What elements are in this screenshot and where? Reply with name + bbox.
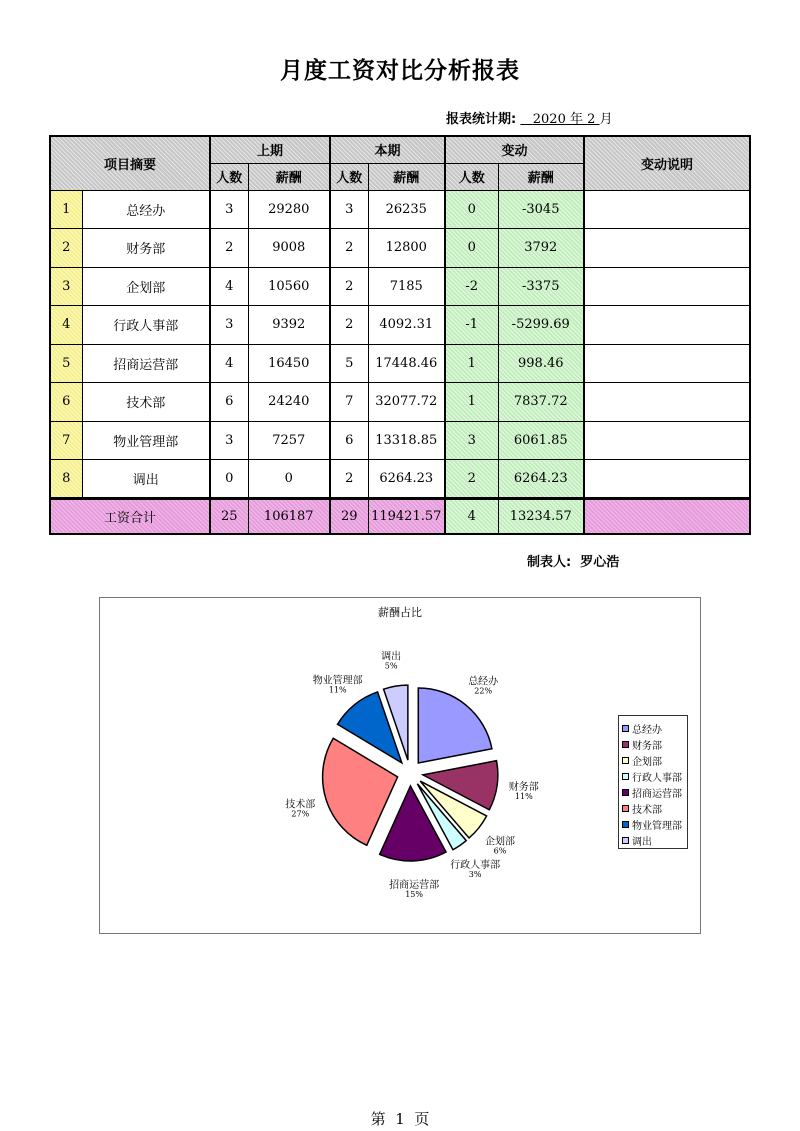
row-prev-count: 3 bbox=[210, 306, 248, 345]
legend-swatch bbox=[622, 805, 629, 812]
pie-slice-label-name: 调出 bbox=[381, 651, 402, 663]
row-number: 3 bbox=[50, 267, 82, 306]
legend-label: 物业管理部 bbox=[632, 820, 682, 832]
row-note bbox=[584, 306, 750, 345]
row-note bbox=[584, 190, 750, 229]
row-note bbox=[584, 460, 750, 499]
row-chg-salary: -3045 bbox=[498, 190, 584, 229]
period-month: 2 bbox=[587, 112, 596, 127]
total-curr-salary: 119421.57 bbox=[368, 498, 445, 534]
pie-slice-label bbox=[450, 858, 500, 879]
legend-swatch bbox=[622, 773, 629, 780]
row-note bbox=[584, 421, 750, 460]
legend-item bbox=[622, 752, 684, 768]
header-note: 变动说明 bbox=[584, 136, 750, 190]
header-chg-count: 人数 bbox=[445, 163, 498, 190]
pie-slice-label-name: 物业管理部 bbox=[312, 675, 363, 687]
legend-label: 总经办 bbox=[632, 724, 662, 736]
row-chg-count: 1 bbox=[445, 344, 498, 383]
row-department: 招商运营部 bbox=[82, 344, 210, 383]
footer-page-number: 1 bbox=[395, 1110, 405, 1128]
header-curr: 本期 bbox=[330, 136, 445, 163]
row-prev-salary: 9008 bbox=[248, 229, 330, 268]
row-department: 总经办 bbox=[82, 190, 210, 229]
maker-label: 制表人: bbox=[527, 555, 572, 570]
chart-legend bbox=[618, 715, 688, 849]
table-row bbox=[50, 267, 750, 306]
pie-slice-label-percent: 22% bbox=[474, 686, 493, 696]
pie-slice-label-percent: 6% bbox=[493, 846, 507, 856]
row-chg-count: 2 bbox=[445, 460, 498, 499]
row-chg-salary: 6061.85 bbox=[498, 421, 584, 460]
salary-share-chart bbox=[99, 597, 701, 934]
row-chg-count: -2 bbox=[445, 267, 498, 306]
row-number: 5 bbox=[50, 344, 82, 383]
legend-label: 企划部 bbox=[632, 756, 662, 768]
row-prev-salary: 24240 bbox=[248, 383, 330, 422]
row-chg-salary: -3375 bbox=[498, 267, 584, 306]
pie-slice-label bbox=[468, 674, 499, 695]
row-chg-salary: 3792 bbox=[498, 229, 584, 268]
pie-chart-svg bbox=[100, 598, 700, 933]
total-prev-count: 25 bbox=[210, 498, 248, 534]
row-curr-count: 2 bbox=[330, 229, 368, 268]
pie-slice-label bbox=[485, 835, 515, 856]
row-number: 7 bbox=[50, 421, 82, 460]
table-row bbox=[50, 190, 750, 229]
row-prev-salary: 7257 bbox=[248, 421, 330, 460]
table-row bbox=[50, 229, 750, 268]
pie-slice-label bbox=[389, 878, 439, 899]
pie-slice-label bbox=[313, 674, 363, 695]
row-curr-salary: 12800 bbox=[368, 229, 445, 268]
row-curr-salary: 17448.46 bbox=[368, 344, 445, 383]
period-month-unit: 月 bbox=[599, 112, 613, 127]
row-chg-salary: 7837.72 bbox=[498, 383, 584, 422]
pie-slice-label-name: 企划部 bbox=[485, 836, 515, 848]
footer-page-prefix: 第 bbox=[370, 1110, 386, 1128]
row-prev-count: 3 bbox=[210, 421, 248, 460]
legend-swatch bbox=[622, 741, 629, 748]
total-label: 工资合计 bbox=[50, 498, 210, 534]
legend-swatch bbox=[622, 789, 629, 796]
total-curr-count: 29 bbox=[330, 498, 368, 534]
row-department: 企划部 bbox=[82, 267, 210, 306]
maker-name: 罗心浩 bbox=[580, 555, 620, 570]
legend-item bbox=[622, 736, 684, 752]
pie-slice-label-name: 技术部 bbox=[285, 799, 316, 811]
legend-item bbox=[622, 800, 684, 816]
header-prev-salary: 薪酬 bbox=[248, 163, 330, 190]
row-note bbox=[584, 267, 750, 306]
period-year-unit: 年 bbox=[569, 112, 583, 127]
pie-slice-label bbox=[509, 780, 539, 801]
pie-slice-label-percent: 15% bbox=[405, 889, 423, 899]
row-department: 技术部 bbox=[82, 383, 210, 422]
total-chg-count: 4 bbox=[445, 498, 498, 534]
row-curr-count: 5 bbox=[330, 344, 368, 383]
row-prev-salary: 0 bbox=[248, 460, 330, 499]
legend-swatch bbox=[622, 821, 629, 828]
total-prev-salary: 106187 bbox=[248, 498, 330, 534]
row-note bbox=[584, 383, 750, 422]
header-curr-count: 人数 bbox=[330, 163, 368, 190]
page-footer bbox=[0, 1108, 800, 1129]
table-row bbox=[50, 344, 750, 383]
pie-slice-label-percent: 11% bbox=[328, 685, 347, 695]
row-number: 6 bbox=[50, 383, 82, 422]
row-note bbox=[584, 229, 750, 268]
legend-item bbox=[622, 768, 684, 784]
table-row bbox=[50, 421, 750, 460]
legend-item bbox=[622, 784, 684, 800]
row-curr-salary: 4092.31 bbox=[368, 306, 445, 345]
header-change: 变动 bbox=[445, 136, 584, 163]
period-year: 2020 bbox=[532, 112, 566, 127]
row-curr-salary: 32077.72 bbox=[368, 383, 445, 422]
pie-slice-label-percent: 11% bbox=[514, 791, 533, 801]
legend-label: 技术部 bbox=[632, 804, 662, 816]
row-prev-count: 0 bbox=[210, 460, 248, 499]
row-chg-salary: 6264.23 bbox=[498, 460, 584, 499]
legend-label: 调出 bbox=[632, 836, 652, 848]
period-date bbox=[520, 112, 599, 127]
row-department: 行政人事部 bbox=[82, 306, 210, 345]
legend-swatch bbox=[622, 757, 629, 764]
row-curr-salary: 26235 bbox=[368, 190, 445, 229]
row-chg-salary: 998.46 bbox=[498, 344, 584, 383]
row-curr-salary: 13318.85 bbox=[368, 421, 445, 460]
report-period bbox=[446, 108, 613, 127]
row-prev-count: 4 bbox=[210, 267, 248, 306]
table-row bbox=[50, 306, 750, 345]
row-department: 调出 bbox=[82, 460, 210, 499]
page-title: 月度工资对比分析报表 bbox=[280, 58, 520, 84]
report-maker bbox=[527, 551, 619, 570]
row-note bbox=[584, 344, 750, 383]
row-chg-count: 0 bbox=[445, 190, 498, 229]
row-prev-salary: 9392 bbox=[248, 306, 330, 345]
row-curr-salary: 7185 bbox=[368, 267, 445, 306]
total-row bbox=[50, 498, 750, 534]
row-prev-count: 4 bbox=[210, 344, 248, 383]
row-curr-salary: 6264.23 bbox=[368, 460, 445, 499]
row-chg-count: -1 bbox=[445, 306, 498, 345]
row-number: 2 bbox=[50, 229, 82, 268]
row-number: 8 bbox=[50, 460, 82, 499]
pie-slice-label-percent: 5% bbox=[384, 661, 398, 671]
row-department: 财务部 bbox=[82, 229, 210, 268]
header-item: 项目摘要 bbox=[50, 136, 210, 190]
row-prev-count: 2 bbox=[210, 229, 248, 268]
header-chg-salary: 薪酬 bbox=[498, 163, 584, 190]
legend-label: 行政人事部 bbox=[632, 772, 682, 784]
legend-item bbox=[622, 720, 684, 736]
pie-slice-label-percent: 27% bbox=[291, 809, 310, 819]
row-curr-count: 2 bbox=[330, 306, 368, 345]
legend-swatch bbox=[622, 837, 629, 844]
legend-label: 招商运营部 bbox=[632, 788, 682, 800]
row-number: 4 bbox=[50, 306, 82, 345]
pie-slice-label-name: 总经办 bbox=[468, 676, 499, 688]
period-label: 报表统计期: bbox=[446, 112, 517, 127]
row-chg-salary: -5299.69 bbox=[498, 306, 584, 345]
pie-slice-label-name: 行政人事部 bbox=[450, 859, 501, 871]
row-prev-salary: 16450 bbox=[248, 344, 330, 383]
row-department: 物业管理部 bbox=[82, 421, 210, 460]
header-prev-count: 人数 bbox=[210, 163, 248, 190]
legend-swatch bbox=[622, 725, 629, 732]
row-curr-count: 7 bbox=[330, 383, 368, 422]
chart-title: 薪酬占比 bbox=[378, 606, 422, 619]
row-chg-count: 1 bbox=[445, 383, 498, 422]
row-prev-salary: 29280 bbox=[248, 190, 330, 229]
salary-table bbox=[49, 135, 751, 535]
table-row bbox=[50, 383, 750, 422]
pie-slice-label bbox=[381, 650, 401, 671]
table-row bbox=[50, 460, 750, 499]
header-curr-salary: 薪酬 bbox=[368, 163, 445, 190]
row-chg-count: 0 bbox=[445, 229, 498, 268]
row-number: 1 bbox=[50, 190, 82, 229]
total-note bbox=[584, 498, 750, 534]
row-prev-count: 3 bbox=[210, 190, 248, 229]
pie-slice bbox=[418, 688, 492, 763]
row-curr-count: 2 bbox=[330, 267, 368, 306]
pie-slice-label bbox=[285, 797, 315, 818]
legend-item bbox=[622, 832, 684, 848]
row-chg-count: 3 bbox=[445, 421, 498, 460]
pie-slice-label-name: 招商运营部 bbox=[389, 879, 440, 891]
total-chg-salary: 13234.57 bbox=[498, 498, 584, 534]
pie-slice-label-percent: 3% bbox=[468, 869, 482, 879]
header-prev: 上期 bbox=[210, 136, 330, 163]
row-prev-salary: 10560 bbox=[248, 267, 330, 306]
footer-page-suffix: 页 bbox=[414, 1110, 430, 1128]
pie-slice-label-name: 财务部 bbox=[508, 781, 539, 793]
row-prev-count: 6 bbox=[210, 383, 248, 422]
legend-item bbox=[622, 816, 684, 832]
row-curr-count: 2 bbox=[330, 460, 368, 499]
row-curr-count: 6 bbox=[330, 421, 368, 460]
legend-label: 财务部 bbox=[632, 740, 662, 752]
row-curr-count: 3 bbox=[330, 190, 368, 229]
